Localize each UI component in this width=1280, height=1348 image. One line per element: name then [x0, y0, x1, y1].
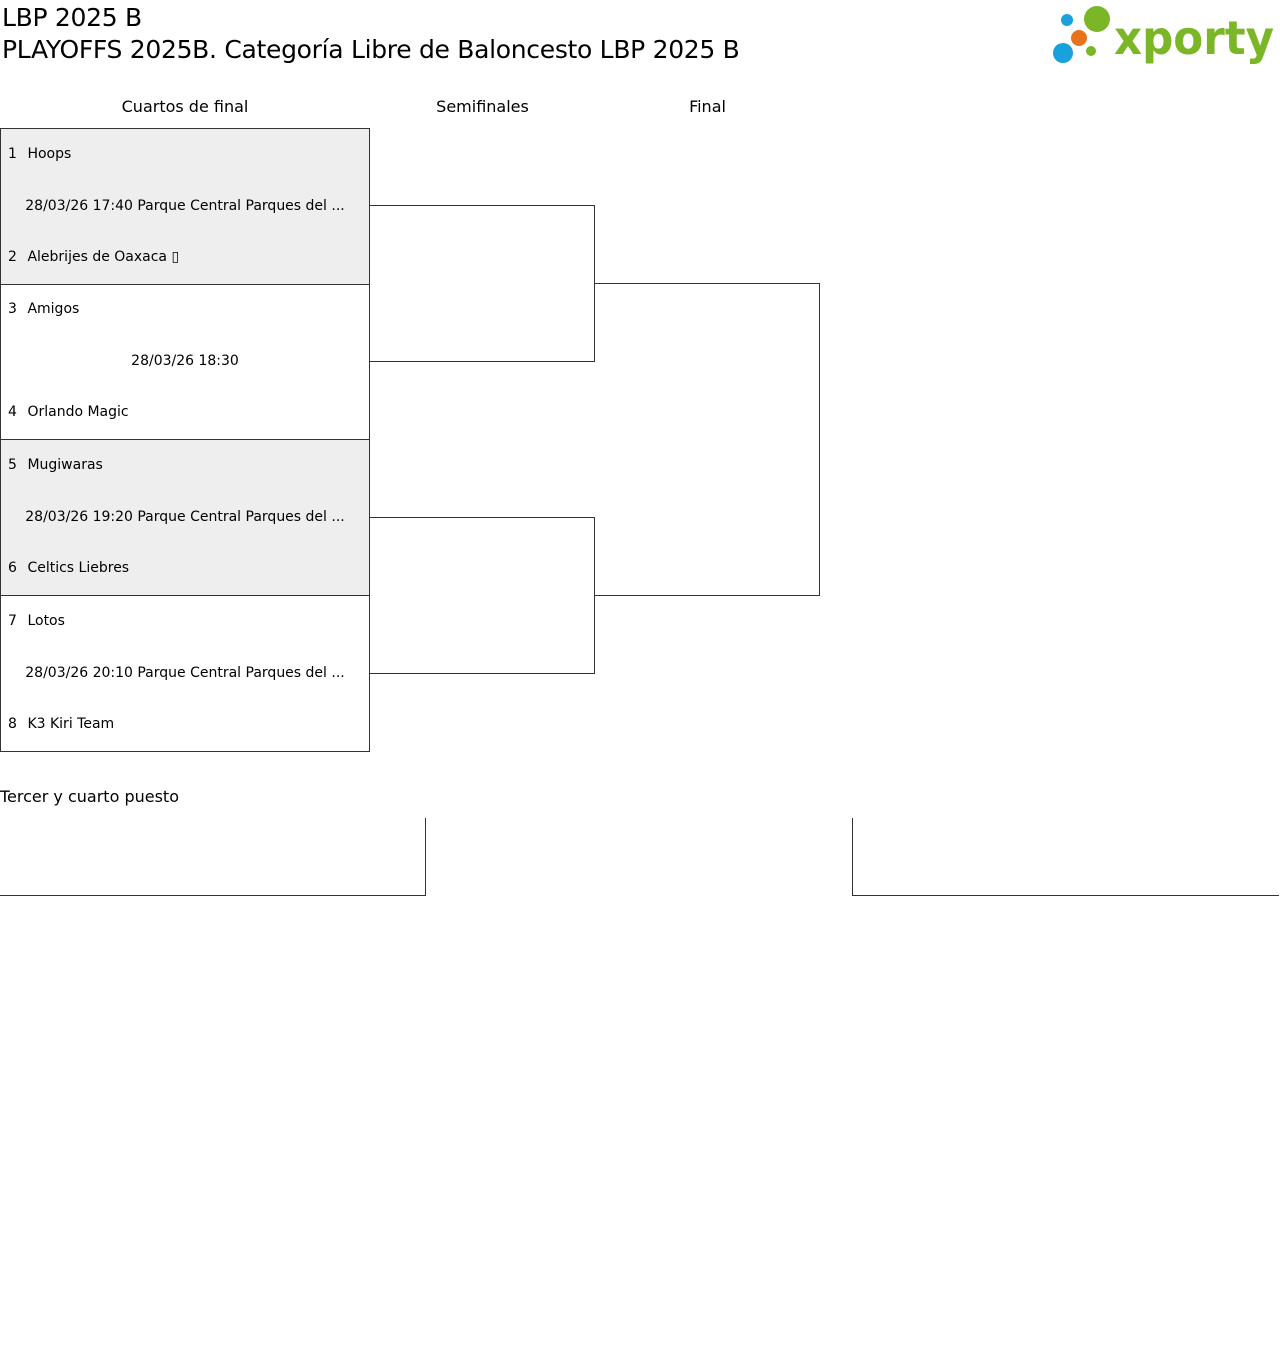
logo-dot-green-small [1086, 46, 1096, 56]
semifinal-bracket-1[interactable] [369, 205, 595, 362]
round-header-quarterfinals: Cuartos de final [121, 97, 249, 116]
team-home [8, 300, 79, 318]
team-name: Mugiwaras [27, 457, 103, 473]
semifinal-bracket-2[interactable] [369, 517, 595, 674]
team-seed: 4 [8, 404, 17, 420]
third-place-bracket-right[interactable] [852, 818, 1279, 896]
team-seed: 3 [8, 301, 17, 317]
page-title: LBP 2025 B [2, 3, 142, 32]
team-name: Amigos [27, 301, 80, 317]
team-name: Lotos [27, 613, 65, 629]
team-home [8, 456, 103, 474]
team-seed: 6 [8, 560, 17, 576]
logo-dot-green [1084, 6, 1110, 32]
page-subtitle: PLAYOFFS 2025B. Categoría Libre de Baloncesto LBP 2025 B [2, 35, 740, 64]
team-away [8, 248, 179, 266]
xporty-logo[interactable] [1050, 4, 1276, 68]
quarterfinal-match-4[interactable] [0, 596, 370, 752]
quarterfinal-match-2[interactable] [0, 284, 370, 440]
team-name: Alebrijes de Oaxaca ▯ [27, 249, 180, 265]
logo-dot-orange [1071, 30, 1087, 46]
logo-wordmark: xporty [1114, 11, 1275, 65]
third-place-heading: Tercer y cuarto puesto [0, 787, 179, 806]
team-name: Orlando Magic [27, 404, 129, 420]
round-header-semifinals: Semifinales [436, 97, 529, 116]
team-seed: 1 [8, 146, 17, 162]
team-away [8, 715, 114, 733]
team-name: Celtics Liebres [27, 560, 130, 576]
team-away [8, 403, 129, 421]
team-seed: 8 [8, 716, 17, 732]
match-info: 28/03/26 19:20 Parque Central Parques del ... [25, 509, 345, 525]
quarterfinal-match-1[interactable] [0, 128, 370, 285]
logo-dot-blue-top [1061, 14, 1073, 26]
third-place-bracket-left[interactable] [0, 818, 426, 896]
round-header-final: Final [689, 97, 726, 116]
team-name: Hoops [27, 146, 72, 162]
team-home [8, 145, 71, 163]
match-info: 28/03/26 20:10 Parque Central Parques del ... [25, 665, 345, 681]
team-seed: 7 [8, 613, 17, 629]
final-bracket[interactable] [594, 283, 820, 596]
team-name: K3 Kiri Team [27, 716, 115, 732]
team-seed: 5 [8, 457, 17, 473]
match-info: 28/03/26 17:40 Parque Central Parques del ... [25, 198, 345, 214]
match-info: 28/03/26 18:30 [131, 353, 239, 369]
team-away [8, 559, 129, 577]
logo-dot-blue-bottom [1053, 43, 1073, 63]
quarterfinal-match-3[interactable] [0, 440, 370, 596]
team-seed: 2 [8, 249, 17, 265]
team-home [8, 612, 65, 630]
